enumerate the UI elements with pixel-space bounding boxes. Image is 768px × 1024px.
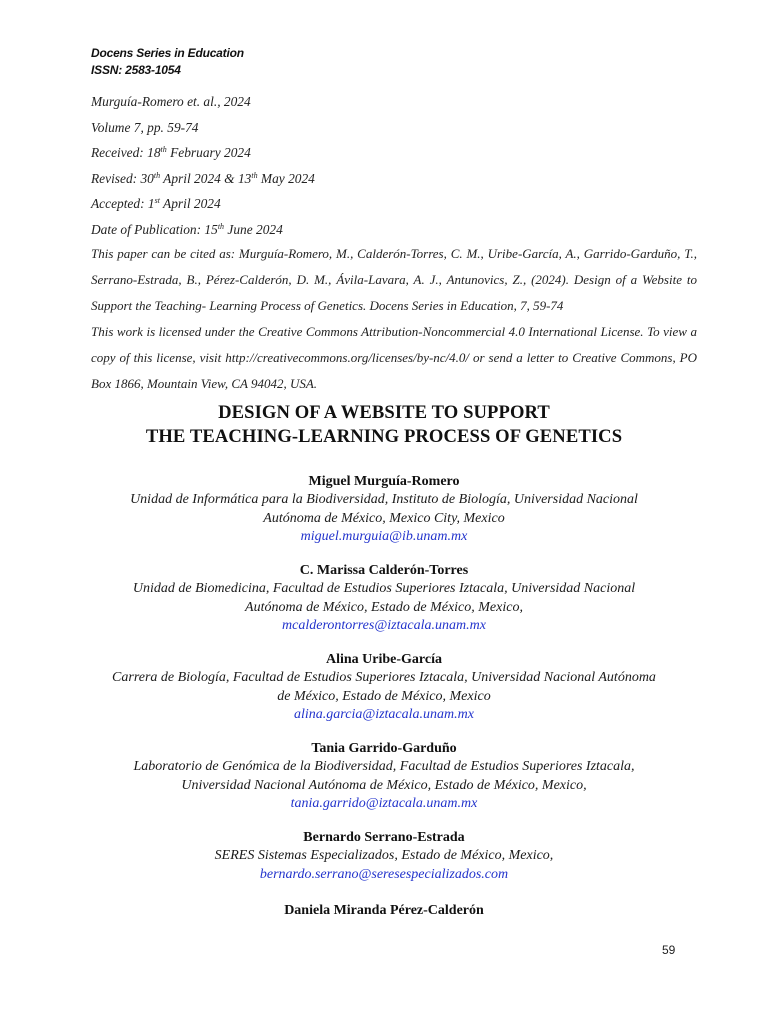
publication-date: Date of Publication: 15th June 2024 <box>91 221 283 237</box>
author-block <box>60 562 708 636</box>
citation-and-license <box>91 241 697 396</box>
author-name: Miguel Murguía-Romero <box>308 474 460 489</box>
volume-pages: Volume 7, pp. 59-74 <box>91 119 199 135</box>
author-block <box>60 473 708 547</box>
accepted-date: Accepted: 1st April 2024 <box>91 196 221 212</box>
author-name: C. Marissa Calderón-Torres <box>299 563 469 578</box>
author-email-link[interactable]: tania.garrido@iztacala.unam.mx <box>290 796 478 811</box>
author-affiliation: Universidad Nacional Autónoma de México, Estado de México, Mexico, <box>181 777 587 793</box>
author-affiliation: Unidad de Informática para la Biodiversidad, Instituto de Biología, Universidad Nacional <box>130 492 638 507</box>
author-block <box>60 740 708 814</box>
author-block <box>60 829 708 884</box>
author-block <box>60 902 708 920</box>
author-name: Alina Uribe-García <box>325 652 442 667</box>
author-affiliation: Autónoma de México, Estado de México, Mexico, <box>245 599 523 615</box>
authors-short: Murguía-Romero et. al., 2024 <box>91 94 251 109</box>
author-name: Tania Garrido-Garduño <box>311 741 457 756</box>
author-name: Daniela Miranda Pérez-Calderón <box>284 903 484 918</box>
issn: ISSN: 2583-1054 <box>91 63 181 77</box>
received-date: Received: 18th February 2024 <box>91 145 251 161</box>
author-block <box>60 651 708 725</box>
author-affiliation: SERES Sistemas Especializados, Estado de México, Mexico, <box>214 848 554 863</box>
author-affiliation: Carrera de Biología, Facultad de Estudios Superiores Iztacala, Universidad Nacional Autónoma <box>112 670 656 685</box>
author-name: Bernardo Serrano-Estrada <box>303 830 465 845</box>
citation-text: This paper can be cited as: Murguía-Romero, M., Calderón-Torres, C. M., Uribe-García, A., Garrido-Garduño, T., Serrano-Estrada, B., Pérez-Calderón, D. M., Ávila-Lavara, A. J., Antunovics, Z., (2024). Design of a Website to Support the Teaching- Learning Process of Genetics. Docens Series in Education, 7, 59-74 <box>91 246 697 313</box>
paper-title-line-1: DESIGN OF A WEBSITE TO SUPPORT <box>218 402 550 423</box>
author-affiliation: Unidad de Biomedicina, Facultad de Estudios Superiores Iztacala, Universidad Nacional <box>132 581 636 596</box>
revised-date: Revised: 30th April 2024 & 13th May 2024 <box>91 170 315 186</box>
author-affiliation: de México, Estado de México, Mexico <box>277 688 491 704</box>
author-email-link[interactable]: alina.garcia@iztacala.unam.mx <box>294 707 474 722</box>
author-affiliation: Autónoma de México, Mexico City, Mexico <box>263 510 505 526</box>
page-number: 59 <box>662 943 676 957</box>
journal-name: Docens Series in Education <box>91 46 244 60</box>
author-email-link[interactable]: mcalderontorres@iztacala.unam.mx <box>282 618 486 633</box>
article-metadata <box>91 91 697 245</box>
author-email-link[interactable]: miguel.murguia@ib.unam.mx <box>300 529 468 544</box>
license-text: This work is licensed under the Creative Commons Attribution-Noncommercial 4.0 International License. To view a copy of this license, visit http://creativecommons.org/licenses/by-nc/4.0/ or send a letter to Creative Commons, PO Box 1866, Mountain View, CA 94042, USA. <box>91 323 697 391</box>
author-affiliation: Laboratorio de Genómica de la Biodiversidad, Facultad de Estudios Superiores Iztacala, <box>133 759 635 774</box>
author-email-link[interactable]: bernardo.serrano@seresespecializados.com <box>259 866 509 882</box>
paper-title-line-2: THE TEACHING-LEARNING PROCESS OF GENETICS <box>145 426 623 447</box>
